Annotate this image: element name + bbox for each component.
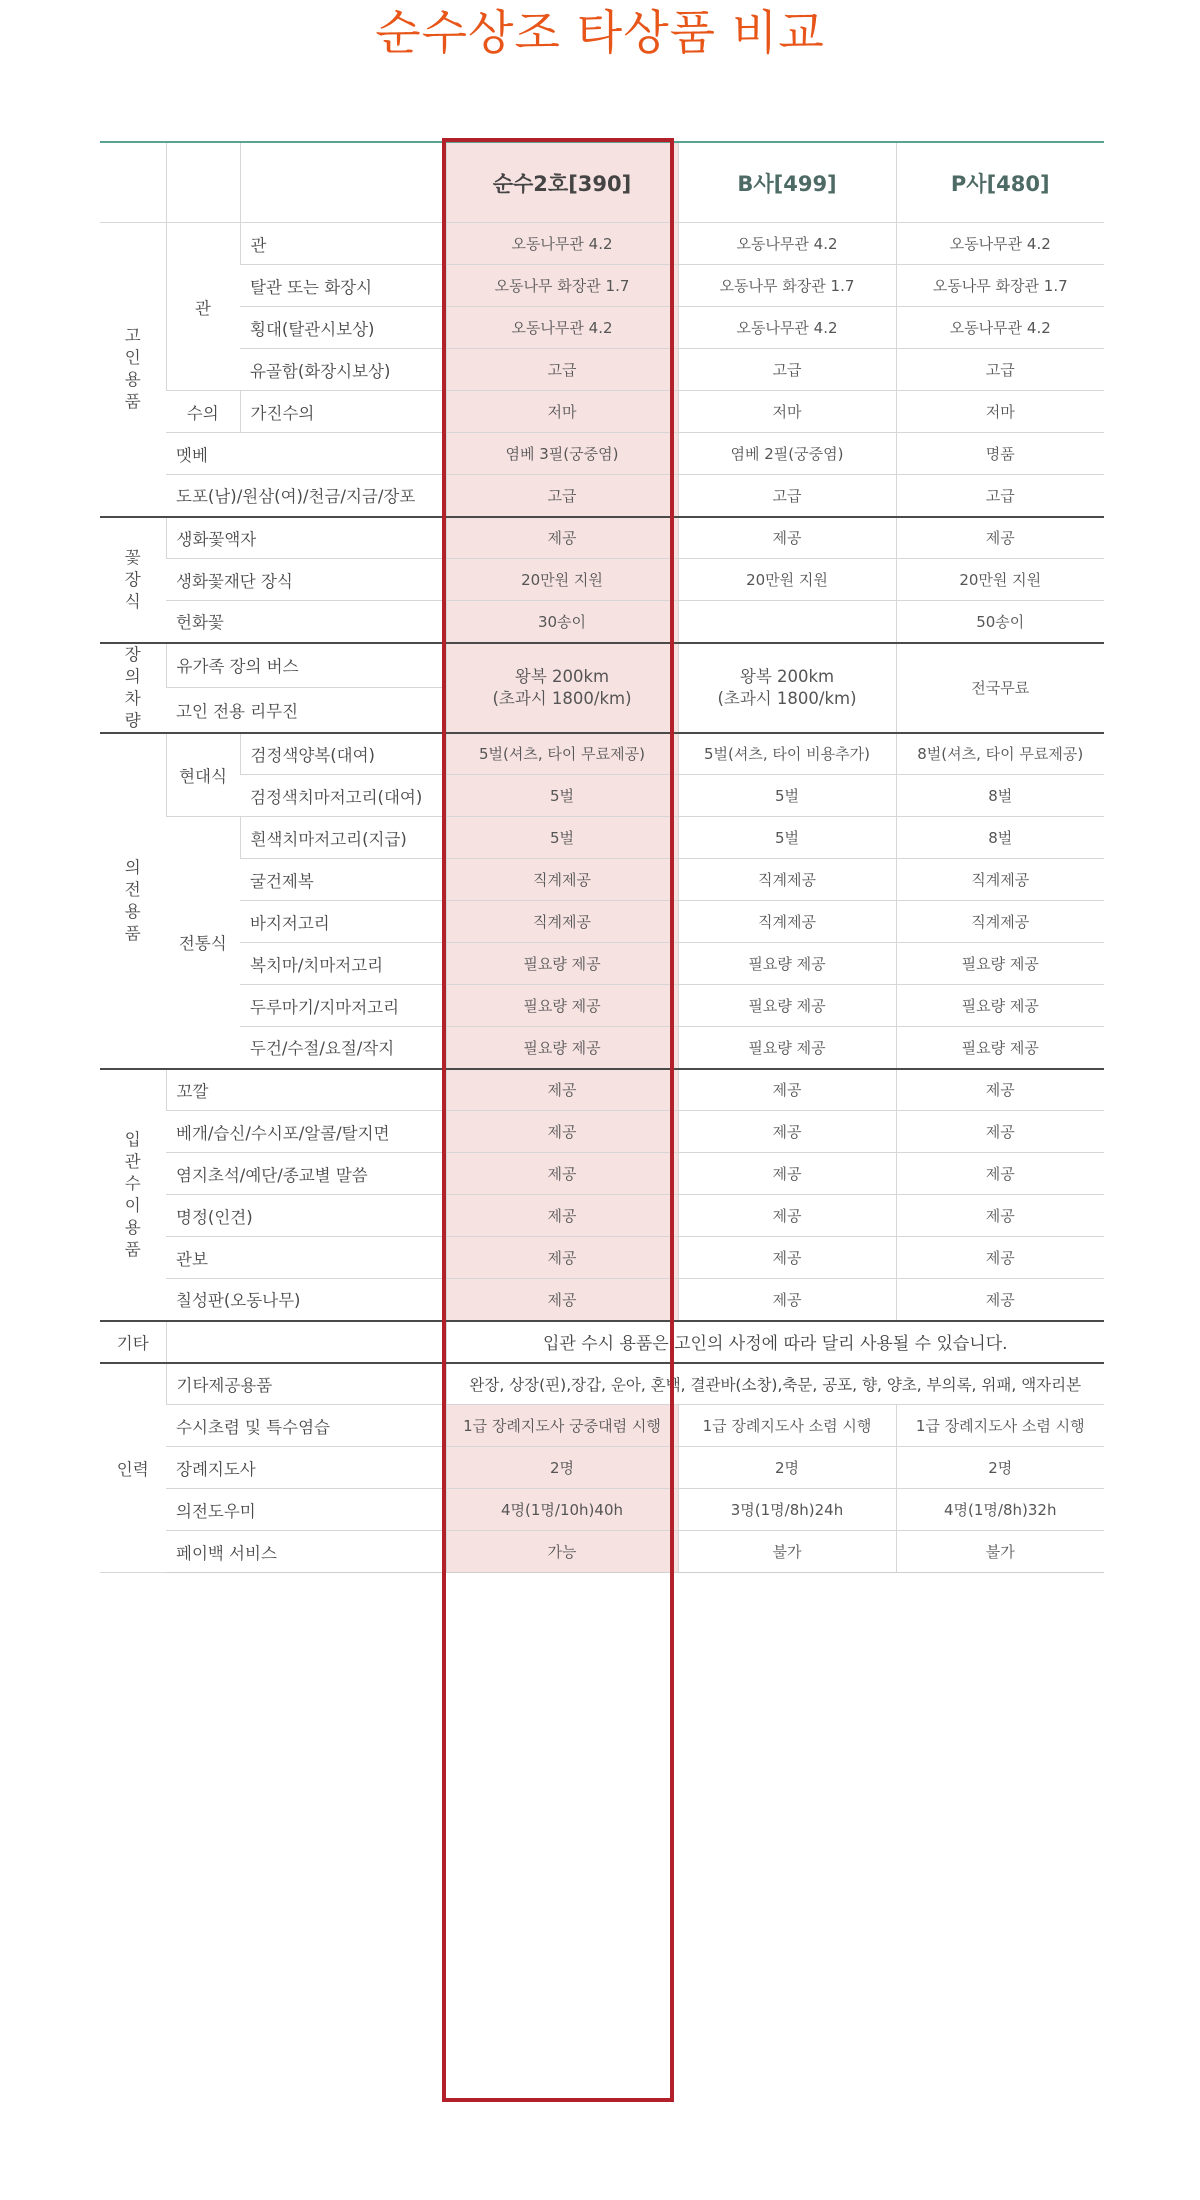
value-p: 1급 장례지도사 소렴 시행 [896, 1405, 1104, 1447]
row-label: 명정(인견) [166, 1195, 446, 1237]
row-label: 가진수의 [240, 391, 446, 433]
value-sunsu: 고급 [446, 475, 678, 517]
value-p: 8벌 [896, 817, 1104, 859]
table-row [100, 391, 1104, 433]
value-b: 고급 [678, 475, 896, 517]
header-blank-cell [240, 142, 446, 223]
value-b: 5벌(셔츠, 타이 비용추가) [678, 733, 896, 775]
value-p: 오동나무관 4.2 [896, 307, 1104, 349]
row-label: 멧베 [166, 433, 446, 475]
table-row [100, 1447, 1104, 1489]
row-label: 바지저고리 [240, 901, 446, 943]
subgroup-label-coffin: 관 [166, 223, 240, 391]
group-label-etc: 기타 [100, 1321, 166, 1363]
row-label: 칠성판(오동나무) [166, 1279, 446, 1321]
value-sunsu: 직계제공 [446, 901, 678, 943]
table-row [100, 817, 1104, 859]
table-row [100, 475, 1104, 517]
table-row [100, 1153, 1104, 1195]
value-p: 2명 [896, 1447, 1104, 1489]
value-line: (초과시 1800/km) [492, 688, 632, 708]
table-row [100, 223, 1104, 265]
value-p: 제공 [896, 1237, 1104, 1279]
value-p: 50송이 [896, 601, 1104, 643]
value-p: 고급 [896, 349, 1104, 391]
value-sunsu: 제공 [446, 1195, 678, 1237]
table-row [100, 307, 1104, 349]
table-row [100, 1069, 1104, 1111]
value-b: 필요량 제공 [678, 1027, 896, 1069]
table-row [100, 559, 1104, 601]
value-b: 제공 [678, 1111, 896, 1153]
value-sunsu: 고급 [446, 349, 678, 391]
row-label: 베개/습신/수시포/알콜/탈지면 [166, 1111, 446, 1153]
row-label: 헌화꽃 [166, 601, 446, 643]
table-row [100, 1237, 1104, 1279]
page-title: 순수상조 타상품 비교 [375, 6, 825, 61]
value-sunsu: 오동나무관 4.2 [446, 307, 678, 349]
value-p: 필요량 제공 [896, 985, 1104, 1027]
value-b: 5벌 [678, 775, 896, 817]
table-row [100, 1363, 1104, 1405]
value-p: 8벌(셔츠, 타이 무료제공) [896, 733, 1104, 775]
value-b: 오동나무 화장관 1.7 [678, 265, 896, 307]
value-b: 3명(1명/8h)24h [678, 1489, 896, 1531]
value-sunsu: 제공 [446, 1069, 678, 1111]
value-sunsu: 5벌 [446, 775, 678, 817]
header-product-p: P사[480] [896, 142, 1104, 223]
table-row [100, 265, 1104, 307]
value-p: 제공 [896, 1111, 1104, 1153]
row-label: 장례지도사 [166, 1447, 446, 1489]
value-b: 제공 [678, 1237, 896, 1279]
row-label: 관 [240, 223, 446, 265]
value-p: 제공 [896, 1279, 1104, 1321]
value-p: 직계제공 [896, 901, 1104, 943]
subgroup-label-traditional: 전통식 [166, 817, 240, 1069]
value-b: 저마 [678, 391, 896, 433]
row-label: 검정색양복(대여) [240, 733, 446, 775]
table-row [100, 1405, 1104, 1447]
comparison-table [100, 141, 1104, 1573]
value-b: 필요량 제공 [678, 943, 896, 985]
value-sunsu: 제공 [446, 1279, 678, 1321]
row-label: 굴건제복 [240, 859, 446, 901]
value-b: 직계제공 [678, 859, 896, 901]
row-label: 페이백 서비스 [166, 1531, 446, 1573]
value-b: 제공 [678, 1279, 896, 1321]
note-encoffining: 입관 수시 용품은 고인의 사정에 따라 달리 사용될 수 있습니다. [446, 1321, 1104, 1363]
value-sunsu: 30송이 [446, 601, 678, 643]
value-p: 전국무료 [896, 643, 1104, 733]
row-label: 탈관 또는 화장시 [240, 265, 446, 307]
value-sunsu: 필요량 제공 [446, 1027, 678, 1069]
value-b: 2명 [678, 1447, 896, 1489]
row-label: 도포(남)/원삼(여)/천금/지금/장포 [166, 475, 446, 517]
value-b: 불가 [678, 1531, 896, 1573]
value-sunsu: 제공 [446, 517, 678, 559]
value-sunsu: 저마 [446, 391, 678, 433]
note-other-items: 완장, 상장(핀),장갑, 운아, 혼백, 결관바(소창),축문, 공포, 향, 양초, 부의록, 위패, 액자리본 [446, 1363, 1104, 1405]
table-row [100, 433, 1104, 475]
value-sunsu: 염베 3필(궁중염) [446, 433, 678, 475]
value-b: 직계제공 [678, 901, 896, 943]
value-line: 왕복 200km [739, 666, 835, 686]
header-blank-cell [100, 142, 166, 223]
table-row [100, 601, 1104, 643]
value-sunsu: 필요량 제공 [446, 985, 678, 1027]
value-sunsu: 직계제공 [446, 859, 678, 901]
value-p: 필요량 제공 [896, 943, 1104, 985]
row-label: 횡대(탈관시보상) [240, 307, 446, 349]
value-b: 오동나무관 4.2 [678, 307, 896, 349]
value-line: 왕복 200km [514, 666, 610, 686]
header-product-sunsu: 순수2호[390] [446, 142, 678, 223]
row-label: 두건/수절/요절/작지 [240, 1027, 446, 1069]
row-label: 염지초석/예단/종교별 말씀 [166, 1153, 446, 1195]
value-b: 20만원 지원 [678, 559, 896, 601]
table-row [100, 859, 1104, 901]
value-b: 염베 2필(궁중염) [678, 433, 896, 475]
value-b: 제공 [678, 517, 896, 559]
value-sunsu: 제공 [446, 1111, 678, 1153]
row-label: 검정색치마저고리(대여) [240, 775, 446, 817]
row-label: 생화꽃재단 장식 [166, 559, 446, 601]
table-row [100, 775, 1104, 817]
table-row [100, 1195, 1104, 1237]
table-row [100, 1489, 1104, 1531]
value-b: 필요량 제공 [678, 985, 896, 1027]
subgroup-label-modern: 현대식 [166, 733, 240, 817]
value-sunsu: 오동나무관 4.2 [446, 223, 678, 265]
value-sunsu: 가능 [446, 1531, 678, 1573]
table-row [100, 985, 1104, 1027]
value-p: 제공 [896, 1069, 1104, 1111]
header-product-b: B사[499] [678, 142, 896, 223]
row-label: 유골함(화장시보상) [240, 349, 446, 391]
value-sunsu: 필요량 제공 [446, 943, 678, 985]
group-label-flower-decoration: 꽃 장 식 [100, 517, 166, 643]
value-b: 제공 [678, 1153, 896, 1195]
table-row [100, 1027, 1104, 1069]
row-label: 고인 전용 리무진 [166, 688, 446, 733]
value-p: 오동나무 화장관 1.7 [896, 265, 1104, 307]
value-line: (초과시 1800/km) [717, 688, 857, 708]
header-blank-cell [166, 142, 240, 223]
value-p: 제공 [896, 517, 1104, 559]
value-p: 제공 [896, 1195, 1104, 1237]
table-row [100, 1531, 1104, 1573]
value-p: 제공 [896, 1153, 1104, 1195]
value-p: 필요량 제공 [896, 1027, 1104, 1069]
value-b: 5벌 [678, 817, 896, 859]
table-row [100, 733, 1104, 775]
value-p: 4명(1명/8h)32h [896, 1489, 1104, 1531]
value-p: 불가 [896, 1531, 1104, 1573]
group-label-deceased-items: 고 인 용 품 [100, 223, 166, 517]
value-sunsu: 오동나무 화장관 1.7 [446, 265, 678, 307]
group-label-funeral-vehicle: 장 의 차 량 [100, 643, 166, 733]
table-row [100, 643, 1104, 688]
group-label-encoffining-items: 입 관 수 이 용 품 [100, 1069, 166, 1321]
value-b: 오동나무관 4.2 [678, 223, 896, 265]
row-label: 관보 [166, 1237, 446, 1279]
row-label: 생화꽃액자 [166, 517, 446, 559]
value-sunsu: 4명(1명/10h)40h [446, 1489, 678, 1531]
row-label: 기타제공용품 [166, 1363, 446, 1405]
value-p: 직계제공 [896, 859, 1104, 901]
value-sunsu: 제공 [446, 1153, 678, 1195]
value-b: 제공 [678, 1195, 896, 1237]
table-row [100, 1111, 1104, 1153]
table-row [100, 1321, 1104, 1363]
value-p: 저마 [896, 391, 1104, 433]
value-p: 20만원 지원 [896, 559, 1104, 601]
value-b: 고급 [678, 349, 896, 391]
value-sunsu: 2명 [446, 1447, 678, 1489]
value-b [678, 601, 896, 643]
value-p: 오동나무관 4.2 [896, 223, 1104, 265]
table-row [100, 517, 1104, 559]
row-label: 수시초렴 및 특수염습 [166, 1405, 446, 1447]
value-sunsu: 20만원 지원 [446, 559, 678, 601]
value-p: 고급 [896, 475, 1104, 517]
table-row [100, 901, 1104, 943]
group-label-ceremonial-items: 의 전 용 품 [100, 733, 166, 1069]
value-b: 제공 [678, 1069, 896, 1111]
row-label: 유가족 장의 버스 [166, 643, 446, 688]
value-sunsu [446, 643, 678, 733]
row-label: 꼬깔 [166, 1069, 446, 1111]
value-b [678, 643, 896, 733]
value-sunsu: 1급 장례지도사 궁중대렴 시행 [446, 1405, 678, 1447]
row-label: 두루마기/지마저고리 [240, 985, 446, 1027]
value-sunsu: 제공 [446, 1237, 678, 1279]
group-label-staff: 인력 [100, 1363, 166, 1573]
table-row [100, 943, 1104, 985]
table-row [100, 1279, 1104, 1321]
value-sunsu: 5벌(셔츠, 타이 무료제공) [446, 733, 678, 775]
row-label: 의전도우미 [166, 1489, 446, 1531]
value-p: 8벌 [896, 775, 1104, 817]
subgroup-label-shroud: 수의 [166, 391, 240, 433]
blank-cell [166, 1321, 446, 1363]
header-row [100, 142, 1104, 223]
row-label: 흰색치마저고리(지급) [240, 817, 446, 859]
row-label: 복치마/치마저고리 [240, 943, 446, 985]
value-b: 1급 장례지도사 소렴 시행 [678, 1405, 896, 1447]
value-sunsu: 5벌 [446, 817, 678, 859]
table-row [100, 349, 1104, 391]
value-p: 명품 [896, 433, 1104, 475]
